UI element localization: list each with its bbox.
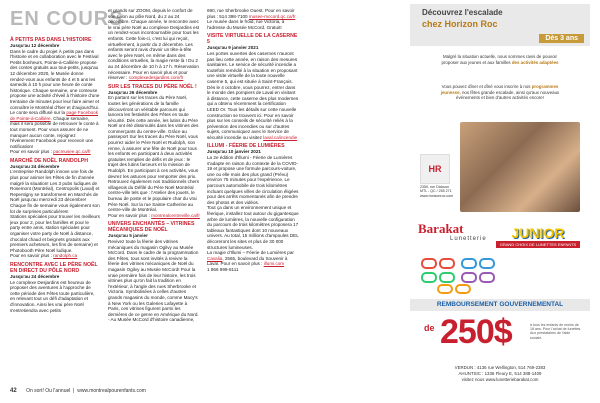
text: Pour en savoir plus :	[10, 149, 52, 155]
highlight: programmes jeunesse,	[440, 84, 559, 95]
centreville-link[interactable]: montrealcentreville.ca/fr	[151, 212, 200, 218]
paragraph	[10, 49, 100, 150]
event-title: MARCHÉ DE NOËL RANDOLPH	[10, 157, 89, 164]
paragraph: Tout ça dans un environnement unique et féerique, installez tout autour du gigantesque arbre de lumières, la nouvelle configuration du parcours de trois kilomètres proposera 17 tableaux fantastiques dont 10 nouveaux univers. Au total, 15 millions d'ampoules DEL décoreront les sites et plus de 30 000 structures lumineuses.	[207, 205, 299, 250]
text: Vous pouvez dîner et dîné vous inscrire à nos	[441, 84, 531, 89]
hr-logo: HR	[420, 154, 450, 184]
store-ahuntsic: AHUNTSIC : 1336 Fleury E, 514 388-1409	[458, 371, 542, 376]
event-date: Jusqu'au 5 janvier	[108, 233, 148, 239]
page-number: 42	[10, 388, 17, 394]
text: , 2565, boulevard du Souvenir à Laval. Pour en savoir plus :	[207, 255, 288, 267]
text: nos fêtes grande escalade, ainsi qu'aux nouveaux événements et bien d'autres activités encore!	[456, 89, 560, 101]
text: Malgré la situation actuelle, nous sommes ravis de pouvoir proposer aux jeunes et aux familles	[441, 54, 557, 65]
randolph-link[interactable]: randolph.ca	[53, 253, 78, 259]
junior-badge	[496, 225, 580, 265]
highlight: des activités adaptées	[511, 59, 559, 65]
paragraph: Revivez toute la féerie des vitrines mécaniques du magasin Ogilvy au Musée McCord. Dans le cadre de la programmation des Fêtes, tous sont invités à revivre la féerie des vitrines mécaniques de Noël du magasin Ogilvy au Musée McCord! Pour la vraie première fois de leur histoire, les trois vitrines plus qu'on fait la tradition en l'extérieur, à l'angle des rues Sherbrooke et Victoria. Symbolisées à celles d'autres grands magasins du monde, comme Macy's à New York ou les Galeries Lafayette à Paris, ces vitrines figurent parmi les dernières de ce genre en Amérique du Nord. - Au Musée McCord d'histoire canadienne,	[108, 238, 199, 323]
address-line: 2350, rue Dickson	[420, 185, 449, 189]
text: . Chaque semaine, mais il sera possible de retrouver le conte à tout moment. Pour vous assurer de ne manquer aucun conte, rejoignez l'événement Facebook pour recevoir une notification!	[10, 115, 99, 149]
event-date: Jusqu'au 26 décembre	[108, 89, 158, 95]
facebook-link[interactable]: page Facebook de Pointe-à-Callière	[10, 110, 99, 121]
ad-headline: Découvrez l'escalade	[422, 8, 503, 17]
event-title: SUR LES TRACES DU PÈRE NOËL !	[108, 83, 197, 90]
horizon-roc-ad[interactable]	[410, 4, 590, 216]
cavalia-link[interactable]: Cavalia	[207, 255, 223, 261]
event-date: Jusqu'au 9 janvier 2021	[207, 45, 259, 51]
age-badge: Dès 3 ans	[539, 34, 584, 43]
address-line: MTL - QC / 255 271	[420, 189, 452, 194]
paragraph: La 2e édition d'Illumi - Féerie de Lumières s'adapte en raison du contexte de la COVID-19 et propose une formule parcours-voiture, une ou elle mois des plus grand (Prévu) environ 75 minutes pour l'expérience. Le parcours automobile de trois kilomètres incluant quelques villes de circulation éligées pour des arrêts momentanés afin de prendre des photos et des vidéos.	[207, 155, 299, 205]
brand-subtitle: Lunetterie	[450, 236, 487, 242]
mccord-link[interactable]: musee-mccord.qc.ca/fr	[248, 13, 296, 19]
amount: 250$	[440, 313, 512, 351]
text: Dans le cadre du projet À petits pas dans l'histoire et en collaboration avec le Festival Petits bonheurs, Pointe-à-Callière propose des contes gratuits aux tout-petits, jusqu'au 12 décembre 2020, le Musée donne rendez-vous aux enfants de 4 et 5 ans les samedis à 10 h pour une heure de conte historique. Chaque semaine, une conteuse propose une activité d'éveil à l'histoire d'une trentaine de minutes pour leur faire aimer et connaître le Montréal d'hier et d'aujourd'hui. Le conte sera diffusé sur la	[10, 48, 100, 116]
paragraph	[207, 8, 299, 30]
amount-prefix: de	[424, 323, 435, 333]
paragraph	[207, 250, 299, 267]
glasses-icon	[418, 255, 500, 295]
ad-text	[438, 84, 562, 101]
column-3	[207, 8, 299, 384]
event-title: UNIVERS ENCHANTÉS – VITRINES MÉCANIQUES DE NOËL	[108, 221, 195, 234]
column-1	[10, 34, 100, 384]
event-date: Jusqu'au 24 décembre	[10, 163, 60, 169]
barakat-logo: Barakat	[418, 221, 464, 236]
reimbursement-banner: REMBOURSEMENT GOUVERNEMENTAL	[410, 299, 590, 311]
paragraph: En partant sur les traces du Père Noël, toutes les générations de la famille découvriront un véritable parcours qui lancera les festivités des Fêtes en toute sécurité. Dès cette année, les lutins du Père Noël ont été dissimulés dans les vitrines des commerçants du centre-ville. Grâce au passeport Sur les traces du Père Noël, vous pourrez aider le Père Noël et Rudolph, son renne, à assurer une fête de Noël pour tous les enfants en participant à deux activités gratuites remplies de défis et de jeux : le trajet des lutins farceurs et la mission de Rudolph. En participant à ces activités, vous devrez les astuces pour remporter des prix. Retrouvez également nos traditionnels chers villageois du Défilé du Père Noël Montréal centre-ville tels que : l'Atelier des jouets, le bureau de poste et le populaire char du vrai Père Noël. Sur la rue Sainte-Catherine au centre-ville de Montréal.	[108, 95, 199, 213]
text: La magie d'Illumi – Féerie de Lumières par	[207, 250, 294, 256]
pac-link[interactable]: pacmusee.qc.ca/fr	[53, 149, 91, 155]
text: Les portes ouvertes des casernes n'auront pas lieu cette année, en raison des mesures sanitaires. Le service de sécurité incendie a toutefois remédié à la situation en proposant une visite virtuelle de la toute nouvelle caserne 5, qui est située à Saint-François. Dès le 4 octobre, vous pourrez, entrer dans le monde des pompiers de Laval en visitant à distance, cette caserne des plus modernes qui a obtenu récemment la certification LEED Or. Tous les détails sur cette nouvelle construction se trouvent ici. Pour en savoir plus sur les conseils de sécurité reliés à la prévention des incendies ou sur d'autres sujets, communiquez avec le Service de sécurité incendie ou visitez	[207, 50, 299, 140]
text: Pour en savoir plus :	[108, 212, 150, 218]
page-footer: 42 On sort! Ou l'annuel | www.montrealpourenfants.com	[10, 388, 146, 394]
paragraph: Stations spéciales pour trouver les meilleurs jeux pour 2, pour les familles et pour le party entre amis, station spéciales pour organiser votre party de Noël à distance, chocolat chaud et beignets gratuits aux premiers acheteurs, les fins de semaine) et Photobooth Père Noël ludique.	[10, 214, 100, 253]
paragraph: L'entreprise Randolph innove une fois de plus pour animer les Fêtes de fin d'année malgré la situation! Les 3 pubs ludiques de Rosemont (Montréal), Centropolis (Laval) et Repentigny se transforment en Marchés de Noël jusqu'au mercredi 23 décembre!	[10, 169, 100, 203]
illumi-link[interactable]: illumi.com	[263, 261, 285, 267]
paragraph	[108, 8, 200, 81]
event-title: VISITE VIRTUELLE DE LA CASERNE 5	[207, 33, 298, 46]
barakat-ad[interactable]	[410, 219, 590, 401]
laval-link[interactable]: laval.ca/incendie	[263, 134, 298, 140]
text: . Le musée dans le froid, rue Victoria, à l'adresse du Musée McCord. Gratuit!	[207, 13, 297, 30]
ad-contact	[410, 365, 590, 383]
event-title: RENCONTRE AVEC LE PÈRE NOËL EN DIRECT DU PÔLE NORD	[10, 261, 98, 274]
website[interactable]: visitez nous www.lunetteriebarakat.com	[461, 377, 539, 382]
junior-text: GRAND CHOIX DE LUNETTES ENFANTS	[496, 241, 580, 248]
phone: 1 866 999-8111	[207, 266, 239, 272]
junior-label: JUNIOR	[511, 225, 565, 241]
desjardins-link[interactable]: complexedesjardins.com/fr	[128, 75, 184, 81]
ad-headline-brand: chez Horizon Roc	[422, 19, 498, 29]
section-heading: EN COURS	[10, 8, 124, 30]
event-title: À PETITS PAS DANS L'HISTOIRE	[10, 37, 92, 43]
footer-website[interactable]: www.montrealpourenfants.com	[77, 388, 146, 394]
column-2	[108, 8, 200, 384]
text: et grands sur ZOOM, depuis le confort de son salon au pôle Nord, du 2 au 24 décembre. Chaque année, le rencontre avec le vrai père Noël au complexe Desjardins est un rendez-vous incontournable pour tous les enfants. Cette fois-ci, c'est lui qui reçoit, virtuellement, à partir du 2 décembre. Les enfants seront ravis d'avoir un tête-à-tête avec le père Noël, en même dans des conditions virtuelles, la magie reste là ! Du 2 au 24 décembre de 10 h à 17 h. Réservation nécessaire. Pour en savoir plus et pour réserver :	[108, 8, 200, 81]
event-date: Jusqu'au 10 janvier 2021	[207, 149, 261, 155]
paragraph	[207, 51, 299, 141]
ad-text	[438, 54, 562, 65]
conditions: à tous les enfants de moins de 18 ans. Pour l'achat de lunettes. Aux prestataires de l'aide sociale.	[530, 323, 582, 340]
event-title: ILLUMI - FÉERIE DE LUMIÈRES	[207, 143, 285, 150]
event-date: Jusqu'au 24 décembre	[10, 273, 60, 279]
paragraph: Chaque fin de semaine vous également son lot de surprises particulières!	[10, 203, 100, 214]
paragraph	[10, 253, 100, 259]
paragraph	[10, 149, 100, 155]
website[interactable]: www.horizonroc.com	[420, 193, 454, 198]
text: Pour en savoir plus :	[10, 253, 52, 259]
ad-address	[420, 185, 453, 198]
paragraph	[108, 213, 200, 219]
paragraph: Le complexe Desjardins est heureux de proposer des aventures à l'approche de cette période des Fêtes toute particulière, en relevant tout un défi d'adaptation et d'innovation. Ainsi les vrai père Noël s'entretiendra avec petits	[10, 279, 95, 313]
store-verdun: VERDUN : 4136 rue Wellington, 514 769-2383	[454, 365, 546, 370]
kids-photo	[460, 122, 580, 212]
text: 690, rue Sherbrooke Ouest. Pour en savoir plus : 514 398-7100	[207, 8, 295, 19]
event-date: Jusqu'au 12 décembre	[10, 43, 60, 48]
magazine-title: On sort! Ou l'annuel	[26, 388, 71, 394]
